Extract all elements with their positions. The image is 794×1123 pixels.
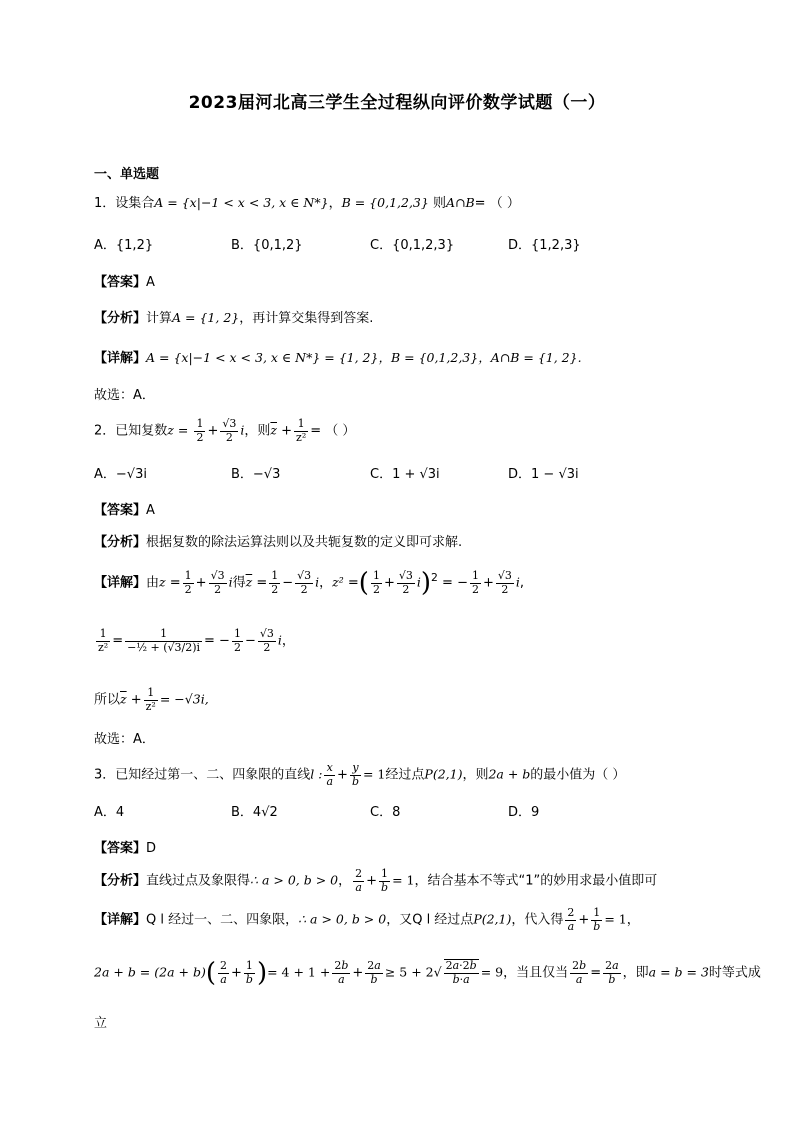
q3-option-b: B．4√2: [231, 805, 278, 820]
q1-analysis: 【分析】计算A = {1, 2}，再计算交集得到答案.: [94, 310, 374, 326]
page-title: 2023届河北高三学生全过程纵向评价数学试题（一）: [188, 93, 606, 113]
q1-option-d: D．{1,2,3}: [508, 238, 581, 253]
section-heading: 一、单选题: [94, 167, 160, 182]
q3-analysis: 【分析】直线过点及象限得∴ a > 0, b > 0， $\frac{2}{a}$ + $\frac{1}{b}$ = 1，结合基本不等式“1”的妙用求最小值即可: [94, 867, 658, 894]
q3-option-a: A．4: [94, 805, 125, 820]
q1-option-c: C．{0,1,2,3}: [370, 238, 455, 253]
q2-stem: 2．已知复数z = $\frac{1}{2}$ + $\frac{√3}{2}$ i，则$\overline{z}$ + $\frac{1}{\text{z²}}$ = （ ）: [94, 417, 356, 444]
q2-conclusion: 故选：A．: [94, 732, 155, 747]
q1-option-a: A．{1,2}: [94, 238, 154, 253]
q2-detail-line3: 所以$\overline{z}$ + $\frac{1}{\text{z²}}$ = −√3i,: [94, 686, 209, 713]
q3-answer: 【答案】D: [94, 841, 157, 856]
q2-detail-line2: $\frac{1}{\text{z²}}$ = $\frac{1}{\text{−½ + (√3/2)i}}$ = − $\frac{1}{2}$ − $\frac{√3}{2}$ i，: [98, 627, 295, 654]
q3-detail-line3: 立: [94, 1016, 108, 1031]
q1-stem: 1．设集合A = {x|−1 < x < 3, x ∈ N*}，B = {0,1,2,3} 则A∩B= （ ）: [94, 195, 520, 211]
q1-option-b: B．{0,1,2}: [231, 238, 303, 253]
q2-analysis: 【分析】根据复数的除法运算法则以及共轭复数的定义即可求解.: [94, 535, 463, 550]
q1-answer: 【答案】A: [94, 275, 155, 290]
q3-detail-line1: 【详解】Q l 经过一、二、四象限，∴ a > 0, b > 0，又Q l 经过点P(2,1)，代入得 $\frac{2}{a}$ + $\frac{1}{b}$ = 1，: [94, 906, 640, 933]
q2-option-a: A．−√3i: [94, 467, 147, 482]
q2-answer: 【答案】A: [94, 503, 155, 518]
q2-detail-line1: 【详解】由z = $\frac{1}{2}$ + $\frac{√3}{2}$ i得$\overline{z}$ = $\frac{1}{2}$ − $\frac{√3}{2}$ i，z² =( $\frac{1}{2}$ + $\frac{√3}{2}$ i)$^2$ = − $\frac{1}{2}$ + $\frac{√3}{2}$ i,: [94, 568, 525, 598]
q2-option-d: D．1 − √3i: [508, 467, 579, 482]
q2-option-b: B．−√3: [231, 467, 281, 482]
q1-detail: 【详解】A = {x|−1 < x < 3, x ∈ N*} = {1, 2}，B = {0,1,2,3}，A∩B = {1, 2}.: [94, 350, 582, 366]
q3-option-d: D．9: [508, 805, 540, 820]
q1-conclusion: 故选：A．: [94, 388, 155, 403]
q2-option-c: C．1 + √3i: [370, 467, 440, 482]
q3-option-c: C．8: [370, 805, 401, 820]
q3-detail-line2: 2a + b = (2a + b)( $\frac{2}{a}$ + $\frac{1}{b}$ )= 4 + 1 + $\frac{2b}{a}$ + $\frac{2a}{b}$ ≥ 5 + 2√ $\frac{2a\cdot 2b}{b\cdot a}$ = 9，当且仅当 $\frac{2b}{a}$ = $\frac{2a}{b}$ ，即a = b = 3时等式成: [94, 958, 761, 988]
q3-stem: 3．已知经过第一、二、四象限的直线l : $\frac{x}{a}$ + $\frac{y}{b}$ = 1经过点P(2,1)，则2a + b的最小值为（ ）: [94, 761, 626, 788]
